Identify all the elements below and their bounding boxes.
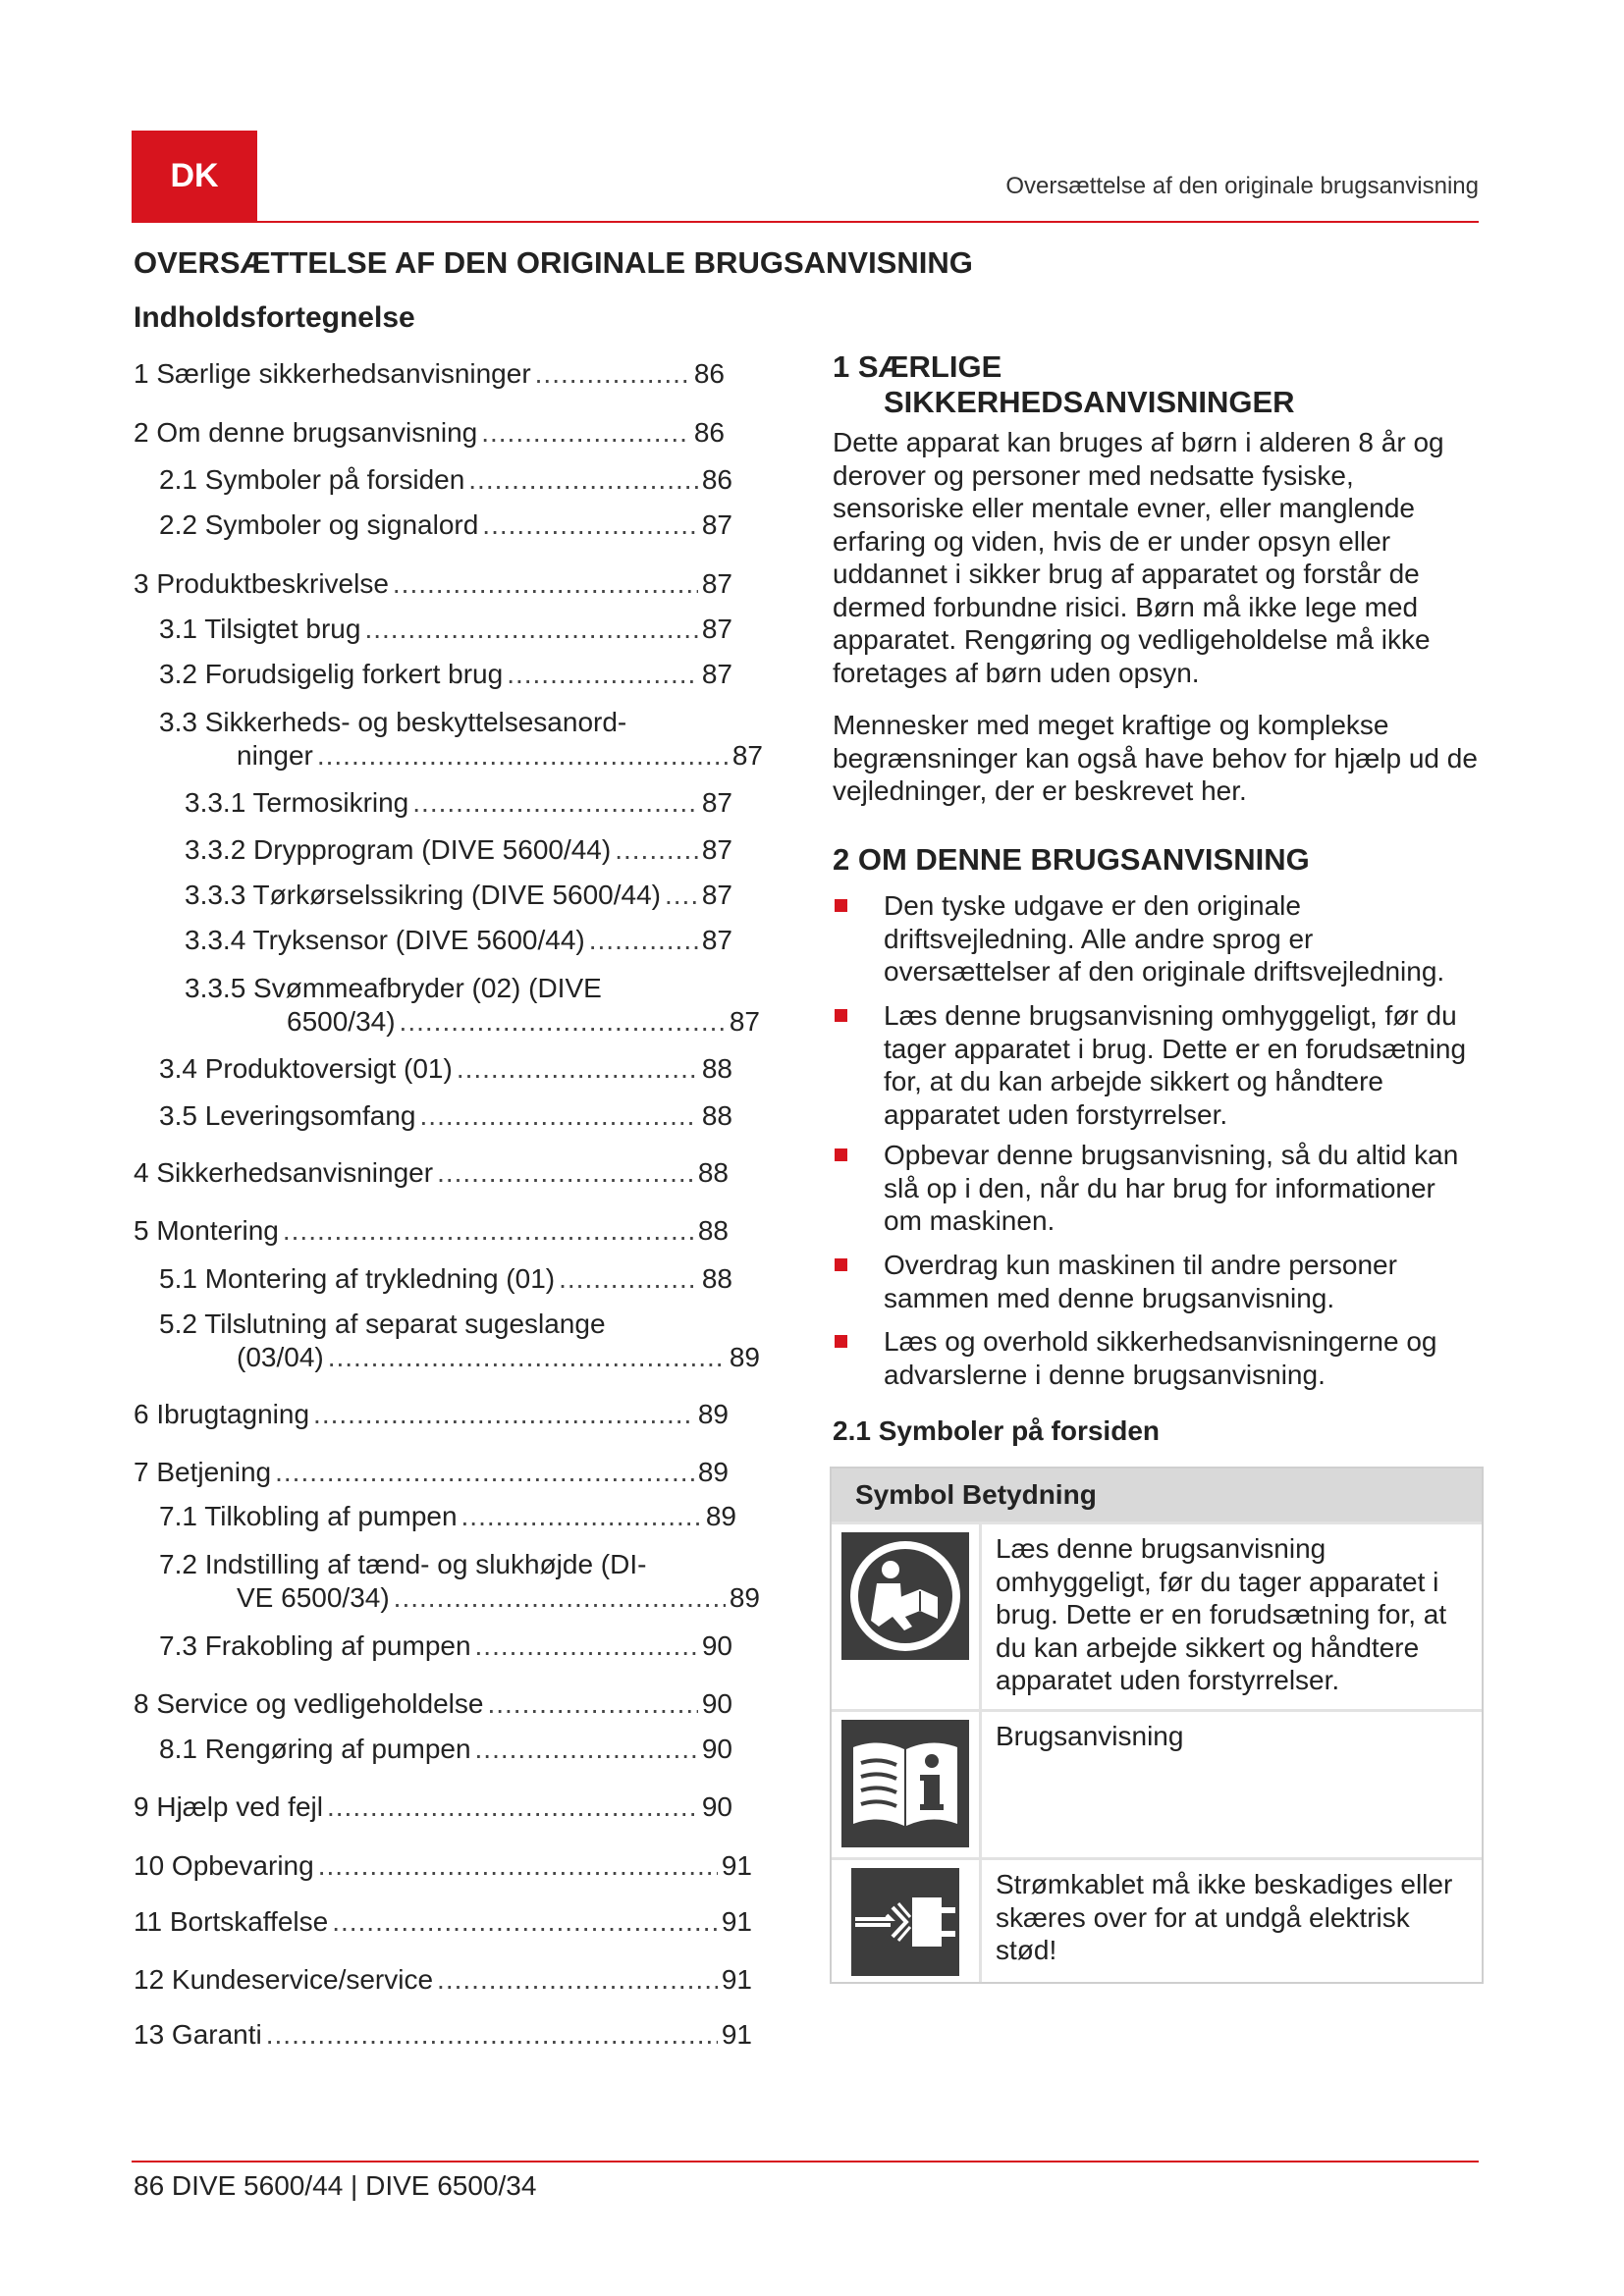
toc-leader-dots [393,567,698,601]
symbol-table-header-label: Symbol Betydning [855,1479,1097,1510]
toc-page-number: 88 [701,1053,732,1084]
toc-page-number: 88 [701,1100,732,1131]
toc-leader-dots [328,1341,726,1374]
toc-entry-label: 3.3.3 Tørkørselssikring (DIVE 5600/44) [185,880,661,910]
toc-leader-dots [283,1214,694,1248]
page-footer: 86 DIVE 5600/44 | DIVE 6500/34 [134,2170,537,2201]
toc-page-number: 87 [731,740,763,771]
bullet-item [833,1325,1481,1391]
toc-page-number: 87 [701,568,732,599]
footer-divider [132,2161,1479,2163]
toc-leader-dots [313,1398,694,1431]
toc-leader-dots [364,613,697,646]
section-1-paragraph: Dette apparat kan bruges af børn i alderen 8 år og derover og personer med nedsatte fysiske, sensoriske eller mentale evner, eller manglende erfaring og viden, hvis de er under opsyn eller uddannet i sikker brug af apparatet og forstår de dermed forbundne risici. Børn må ikke lege med apparatet. Rengøring og vedligeholdelse må ikke foretages af børn uden opsyn. [833,427,1444,688]
toc-entry[interactable] [134,1456,729,1489]
toc-leader-dots [275,1456,694,1489]
toc-entry-label: 7.1 Tilkobling af pumpen [159,1501,458,1531]
toc-leader-dots [589,924,698,957]
symbol-meaning: Læs denne brugsanvisning omhyggeligt, før du tager apparatet i brug. Dette er en forudsætning for, at du kan arbejde sikkert og håndtere apparatet uden forstyrrelser. [996,1533,1447,1695]
symbol-cell [832,1712,982,1857]
toc-entry-label: 3.1 Tilsigtet brug [159,614,361,644]
toc-entry[interactable] [134,1963,752,1997]
toc-entry-label: 3.3.2 Drypprogram (DIVE 5600/44) [185,834,612,865]
toc-page-number: 90 [701,1630,732,1661]
toc-entry-label: 2.2 Symboler og signalord [159,509,479,540]
toc-leader-dots [400,1005,726,1039]
toc-entry[interactable] [159,1629,732,1663]
toc-page-number: 89 [729,1582,760,1613]
toc-entry[interactable] [134,1905,752,1939]
toc-leader-dots [507,658,698,691]
toc-page-number: 91 [721,1906,752,1937]
toc-entry-label: 12 Kundeservice/service [134,1964,434,1995]
bullet-marker [835,1335,847,1348]
toc-entry[interactable] [159,508,732,542]
toc-entry-label: 1 Særlige sikkerhedsanvisninger [134,358,531,389]
bullet-marker [835,1148,847,1161]
symbol-cell [832,1860,982,1982]
bullet-text: Læs og overhold sikkerhedsanvisningerne og advarslerne i denne brugsanvisning. [884,1326,1437,1390]
toc-entry[interactable] [159,1733,732,1766]
symbol-table-row [832,1522,1482,1709]
toc-heading: Indholdsfortegnelse [134,301,415,334]
toc-leader-dots [394,1581,726,1615]
toc-entry-label: 7.3 Frakobling af pumpen [159,1630,471,1661]
section-1-paragraph: Mennesker med meget kraftige og komplekse begrænsninger kan også have behov for hjælp ud de vejledninger, der er beskrevet her. [833,710,1478,806]
toc-page-number: 87 [701,880,732,910]
toc-entry-label-line1: 3.3.5 Svømmeafbryder (02) (DIVE [185,973,602,1003]
bullet-marker [835,1009,847,1022]
toc-page-number: 86 [693,358,725,389]
toc-entry-label: 6500/34) [287,1006,396,1037]
section-2-heading: 2 OM DENNE BRUGSANVISNING [833,842,1310,877]
toc-page-number: 89 [697,1399,729,1429]
toc-entry[interactable] [159,463,732,497]
toc-entry[interactable] [159,707,763,773]
toc-leader-dots [468,463,698,497]
toc-leader-dots [481,416,690,450]
toc-page-number: 90 [701,1791,732,1822]
toc-page-number: 91 [721,1850,752,1881]
toc-entry-label: 6 Ibrugtagning [134,1399,310,1429]
section-1-heading-line2: SIKKERHEDSANVISNINGER [884,385,1295,419]
toc-entry-label-line1: 7.2 Indstilling af tænd- og slukhøjde (DI- [159,1549,647,1579]
toc-page-number: 88 [697,1157,729,1188]
toc-entry-label: 11 Bortskaffelse [134,1906,329,1937]
toc-entry[interactable] [134,567,732,601]
bullet-marker [835,899,847,912]
power-cable-cut-warning-icon [851,1868,959,1981]
toc-entry-label: 8.1 Rengøring af pumpen [159,1734,471,1764]
toc-entry[interactable] [159,1308,760,1374]
toc-entry[interactable] [134,416,725,450]
symbol-meaning: Strømkablet må ikke beskadiges eller skæres over for at undgå elektrisk stød! [996,1869,1453,1965]
symbol-table [830,1467,1484,1984]
toc-page-number: 87 [701,614,732,644]
toc-entry[interactable] [134,1156,729,1190]
toc-page-number: 89 [729,1342,760,1372]
read-manual-person-icon [841,1532,969,1665]
toc-leader-dots [327,1790,698,1824]
toc-entry[interactable] [134,1849,752,1883]
symbol-table-row [832,1857,1482,1982]
toc-leader-dots [482,508,698,542]
toc-page-number: 87 [701,787,732,818]
toc-entry-label: 2 Om denne brugsanvisning [134,417,478,448]
toc-leader-dots [535,357,690,391]
bullet-text: Den tyske udgave er den originale driftsvejledning. Alle andre sprog er oversættelser af den originale driftsvejledning. [884,890,1445,987]
toc-leader-dots [437,1156,694,1190]
toc-entry[interactable] [134,1790,732,1824]
symbol-cell [832,1524,982,1709]
toc-entry[interactable] [134,1687,732,1721]
symbol-table-header [832,1468,1482,1522]
bullet-item [833,1249,1481,1314]
toc-entry[interactable] [159,1262,732,1296]
toc-leader-dots [317,739,729,773]
toc-leader-dots [615,833,698,867]
toc-entry[interactable] [159,658,732,691]
toc-leader-dots [487,1687,697,1721]
toc-page-number: 91 [721,1964,752,1995]
toc-page-number: 90 [701,1734,732,1764]
toc-entry[interactable] [185,833,732,867]
symbol-meaning: Brugsanvisning [996,1721,1184,1751]
toc-entry[interactable] [159,1099,732,1133]
toc-entry-label: 3.3.1 Termosikring [185,787,409,818]
toc-page-number: 88 [697,1215,729,1246]
toc-entry-label: 3.4 Produktoversigt (01) [159,1053,453,1084]
toc-entry[interactable] [185,924,732,957]
toc-entry-label-line1: 3.3 Sikkerheds- og beskyttelsesanord- [159,707,627,737]
toc-page-number: 87 [729,1006,760,1037]
section-2-1-heading: 2.1 Symboler på forsiden [833,1415,1160,1446]
toc-entry-label: 4 Sikkerhedsanvisninger [134,1157,434,1188]
header-divider [132,221,1479,223]
bullet-text: Overdrag kun maskinen til andre personer sammen med denne brugsanvisning. [884,1250,1397,1313]
toc-leader-dots [559,1262,698,1296]
language-badge [132,131,257,221]
toc-entry[interactable] [134,1214,729,1248]
header-title: Oversættelse af den originale brugsanvisning [1005,173,1479,199]
toc-leader-dots [475,1629,698,1663]
toc-entry-label: 9 Hjælp ved fejl [134,1791,323,1822]
toc-leader-dots [665,879,698,912]
toc-entry[interactable] [185,879,732,912]
toc-page-number: 87 [701,659,732,689]
toc-page-number: 86 [693,417,725,448]
bullet-item [833,999,1481,1131]
toc-entry-label: 5.1 Montering af trykledning (01) [159,1263,556,1294]
toc-leader-dots [318,1849,718,1883]
toc-entry-label: 3.2 Forudsigelig forkert brug [159,659,504,689]
toc-entry-label: 10 Opbevaring [134,1850,314,1881]
toc-page-number: 87 [701,925,732,955]
toc-entry-label: 7 Betjening [134,1457,272,1487]
toc-entry-label: ninger [237,740,313,771]
toc-leader-dots [475,1733,698,1766]
toc-entry[interactable] [134,1398,729,1431]
symbol-table-row [832,1709,1482,1857]
toc-entry[interactable] [159,613,732,646]
toc-entry[interactable] [185,973,760,1039]
toc-entry[interactable] [159,1052,732,1086]
toc-leader-dots [266,2018,718,2052]
section-1-heading [833,349,1295,420]
bullet-item [833,1139,1481,1238]
toc-entry-label: 13 Garanti [134,2019,262,2050]
toc-entry[interactable] [134,2018,752,2052]
toc-entry-label: 8 Service og vedligeholdelse [134,1688,484,1719]
toc-entry-label: 2.1 Symboler på forsiden [159,464,465,495]
toc-entry[interactable] [185,786,732,820]
toc-page-number: 88 [701,1263,732,1294]
toc-leader-dots [412,786,698,820]
toc-leader-dots [437,1963,718,1997]
manual-info-book-icon [841,1720,969,1852]
toc-entry-label: VE 6500/34) [237,1582,390,1613]
toc-entry-label: 3.3.4 Tryksensor (DIVE 5600/44) [185,925,585,955]
section-1-heading-line1: 1 SÆRLIGE [833,349,1002,384]
toc-leader-dots [457,1052,698,1086]
toc-leader-dots [420,1099,698,1133]
toc-entry-label: 3.5 Leveringsomfang [159,1100,416,1131]
toc-entry[interactable] [134,357,725,391]
toc-entry[interactable] [159,1500,736,1533]
language-badge-label: DK [170,156,219,194]
toc-page-number: 87 [701,509,732,540]
toc-leader-dots [461,1500,702,1533]
bullet-marker [835,1258,847,1271]
toc-page-number: 89 [705,1501,736,1531]
toc-entry-label: 3 Produktbeskrivelse [134,568,389,599]
bullet-item [833,889,1481,988]
toc-page-number: 86 [701,464,732,495]
toc-entry-label: 5 Montering [134,1215,279,1246]
toc-entry-label-line1: 5.2 Tilslutning af separat sugeslange [159,1308,606,1339]
bullet-text: Læs denne brugsanvisning omhyggeligt, før du tager apparatet i brug. Dette er en forudsætning for, at du kan arbejde sikkert og håndtere apparatet uden forstyrrelser. [884,1000,1467,1130]
toc-entry-label: (03/04) [237,1342,324,1372]
toc-page-number: 87 [701,834,732,865]
page-title: OVERSÆTTELSE AF DEN ORIGINALE BRUGSANVISNING [134,245,973,280]
toc-entry[interactable] [159,1549,760,1615]
toc-leader-dots [332,1905,718,1939]
toc-page-number: 90 [701,1688,732,1719]
toc-page-number: 89 [697,1457,729,1487]
bullet-text: Opbevar denne brugsanvisning, så du altid kan slå op i den, når du har brug for informationer om maskinen. [884,1140,1459,1236]
toc-page-number: 91 [721,2019,752,2050]
